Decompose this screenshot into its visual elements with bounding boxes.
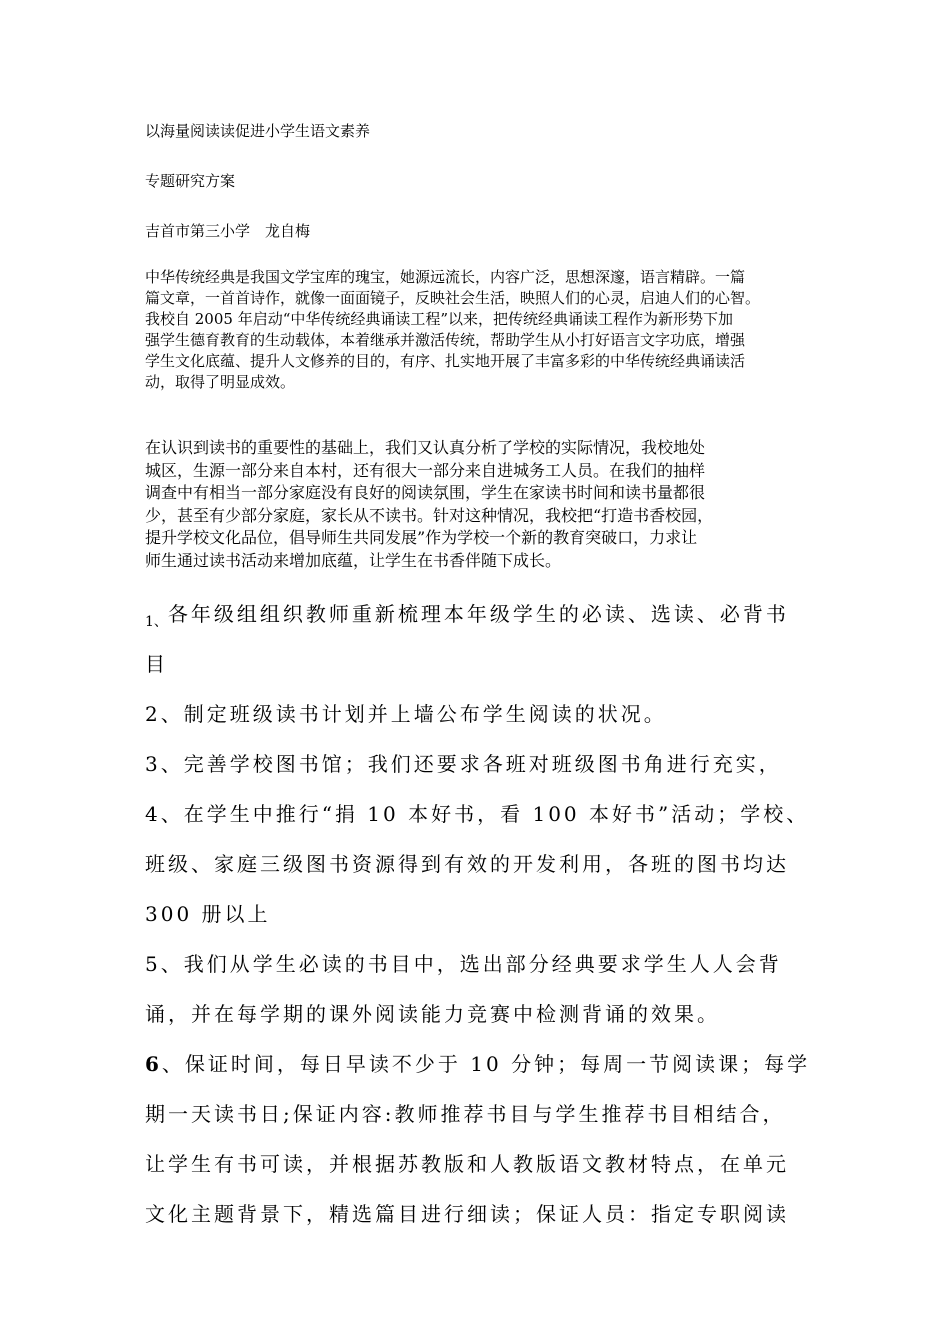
author-line: 吉首市第三小学 龙自梅 xyxy=(145,222,311,240)
context-paragraph xyxy=(145,437,810,572)
list-item-5: 5、我们从学生必读的书目中，选出部分经典要求学生人人会背 xyxy=(145,952,782,976)
list-item-6-cont: 期一天读书日;保证内容:教师推荐书目与学生推荐书目相结合， xyxy=(145,1102,786,1126)
item-text: 、保证时间，每日早读不少于 10 分钟；每周一节阅读课；每学 xyxy=(161,1052,811,1076)
list-item-4-cont: 300 册以上 xyxy=(145,902,271,926)
list-item-4: 4、在学生中推行“捐 10 本好书，看 100 本好书”活动；学校、 xyxy=(145,802,810,826)
list-item-2: 2、制定班级读书计划并上墙公布学生阅读的状况。 xyxy=(145,702,667,726)
intro-line: 学生文化底蕴、提升人文修养的目的，有序、扎实地开展了丰富多彩的中华传统经典诵读活 xyxy=(145,352,746,370)
item-number: 1、 xyxy=(145,614,168,630)
context-line: 提升学校文化品位，倡导师生共同发展”作为学校一个新的教育突破口，力求让 xyxy=(145,528,698,547)
list-item-1-cont: 目 xyxy=(145,652,168,676)
item-number: 6 xyxy=(145,1052,162,1076)
list-item-1 xyxy=(145,598,789,630)
list-item-4-cont: 班级、家庭三级图书资源得到有效的开发利用，各班的图书均达 xyxy=(145,852,789,876)
context-line: 在认识到读书的重要性的基础上，我们又认真分析了学校的实际情况，我校地处 xyxy=(145,438,706,457)
item-text: 各年级组组织教师重新梳理本年级学生的必读、选读、必背书 xyxy=(167,602,789,626)
intro-line: 我校自 2005 年启动“中华传统经典诵读工程”以来，把传统经典诵读工程作为新形势下加 xyxy=(145,310,734,328)
intro-line: 动，取得了明显成效。 xyxy=(145,373,296,391)
context-line: 城区，生源一部分来自本村，还有很大一部分来自进城务工人员。在我们的抽样 xyxy=(145,460,706,480)
context-line: 师生通过读书活动来增加底蕴，让学生在书香伴随下成长。 xyxy=(145,550,562,570)
list-item-6 xyxy=(145,1048,810,1077)
list-item-5-cont: 诵，并在每学期的课外阅读能力竞赛中检测背诵的效果。 xyxy=(145,1002,720,1026)
intro-line: 中华传统经典是我国文学宝库的瑰宝，她源远流长，内容广泛，思想深邃，语言精辟。一篇 xyxy=(145,268,746,286)
list-item-6-cont: 让学生有书可读，并根据苏教版和人教版语文教材特点，在单元 xyxy=(145,1152,789,1176)
intro-paragraph xyxy=(145,267,810,393)
document-subtitle: 专题研究方案 xyxy=(145,172,236,190)
context-line: 少，甚至有少部分家庭，家长从不读书。针对这种情况，我校把“打造书香校园， xyxy=(145,505,714,525)
intro-line: 篇文章，一首首诗作，就像一面面镜子，反映社会生活，映照人们的心灵，启迪人们的心智。 xyxy=(145,289,761,307)
context-line: 调查中有相当一部分家庭没有良好的阅读氛围，学生在家读书时间和读书量都很 xyxy=(145,483,706,502)
document-title: 以海量阅读读促进小学生语文素养 xyxy=(145,122,371,140)
list-item-3: 3、完善学校图书馆；我们还要求各班对班级图书角进行充实， xyxy=(145,752,782,776)
intro-line: 强学生德育教育的生动载体，本着继承并激活传统，帮助学生从小打好语言文字功底，增强 xyxy=(145,331,746,349)
list-item-6-cont: 文化主题背景下，精选篇目进行细读；保证人员：指定专职阅读 xyxy=(145,1202,789,1226)
